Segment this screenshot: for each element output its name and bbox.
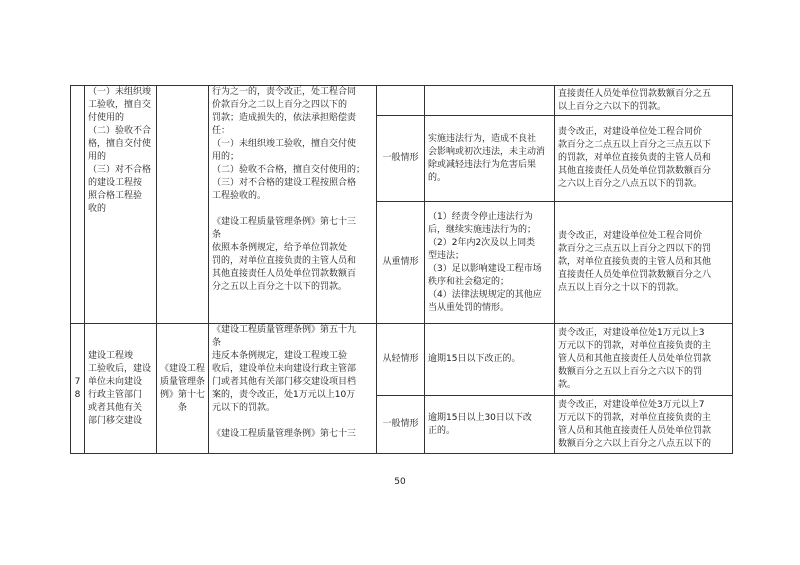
table-row	[71, 86, 733, 116]
penalty-standard-cell: 责令改正，对建设单位处1万元以上3 万元以下的罚款，对单位直接负责的主 管人员和其他直接责任人员处单位罚款 数额百分之五以上百分之六以下的罚 款。	[555, 324, 733, 396]
discretion-level-cell	[377, 86, 425, 116]
penalty-standard-table	[70, 85, 733, 454]
discretion-condition-cell: （1）经责令停止违法行为 后，继续实施违法行为的； （2）2年内2次及以上同类 型违法； （3）足以影响建设工程市场 秩序和社会稳定的； （4）法律法规规定的其他应 当从重处罚的情形。	[425, 202, 555, 324]
penalty-standard-cell: 责令改正，对建设单位处工程合同价 款百分之二点五以上百分之三点五以下 的罚款，对单位直接负责的主管人员和 其他直接责任人员处单位罚款数额百分 之六以上百分之八点五以下的罚款。	[555, 116, 733, 202]
discretion-condition-cell	[425, 86, 555, 116]
discretion-condition-cell: 逾期15日以下改正的。	[425, 324, 555, 396]
penalty-standard-cell: 责令改正，对建设单位处工程合同价 款百分之三点五以上百分之四以下的罚 款，对单位直接负责的主管人员和其他 直接责任人员处单位罚款数额百分之八 点五以上百分之十以下的罚款。	[555, 202, 733, 324]
discretion-condition-cell: 实施违法行为，造成不良社 会影响或初次违法，未主动消 除或减轻违法行为危害后果 的。	[425, 116, 555, 202]
discretion-level-cell: 从轻情形	[377, 324, 425, 396]
table-row	[71, 324, 733, 396]
penalty-standard-cell: 直接责任人员处单位罚款数额百分之五 以上百分之六以下的罚款。	[555, 86, 733, 116]
penalty-basis-cell: 行为之一的，责令改正，处工程合同 价款百分之二以上百分之四以下的 罚款；造成损失的，依法承担赔偿责 任： （一）未组织竣工验收，擅自交付使 用的； （二）验收不合格，擅自交付使用的； （三）对不合格的建设工程按照合格 工程验收的。 《建设工程质量管理条例》第七十三 条 依照本条例规定，给予单位罚款处 罚的，对单位直接负责的主管人员和 其他直接责任人员处单位罚款数额百 分之五以上百分之十以下的罚款。	[209, 86, 377, 324]
discretion-condition-cell: 逾期15日以上30日以下改 正的。	[425, 396, 555, 454]
discretion-level-cell: 一般情形	[377, 116, 425, 202]
violation-cell: 建设工程竣 工验收后，建设 单位未向建设 行政主管部门 或者其他有关 部门移交建设	[85, 324, 157, 454]
page-number: 50	[394, 477, 406, 487]
law-cell: 《建设工程 质量管理条 例》第十七条	[157, 324, 209, 454]
penalty-standard-cell: 责令改正，对建设单位处3万元以上7 万元以下的罚款，对单位直接负责的主 管人员和其他直接责任人员处单位罚款 数额百分之六以上百分之八点五以下的	[555, 396, 733, 454]
violation-cell: （一）未组织竣 工验收，擅自交 付使用的 （二）验收不合 格，擅自交付使 用的 （三）对不合格 的建设工程按 照合格工程验 收的	[85, 86, 157, 324]
row-number-cell: 78	[71, 324, 85, 454]
law-cell-empty	[157, 86, 209, 324]
row-number-cell-empty	[71, 86, 85, 324]
penalty-basis-cell: 《建设工程质量管理条例》第五十九 条 违反本条例规定，建设工程竣工验 收后，建设单位未向建设行政主管部 门或者其他有关部门移交建设项目档 案的，责令改正，处1万元以上10万 元以下的罚款。 《建设工程质量管理条例》第七十三	[209, 324, 377, 454]
discretion-level-cell: 一般情形	[377, 396, 425, 454]
discretion-level-cell: 从重情形	[377, 202, 425, 324]
